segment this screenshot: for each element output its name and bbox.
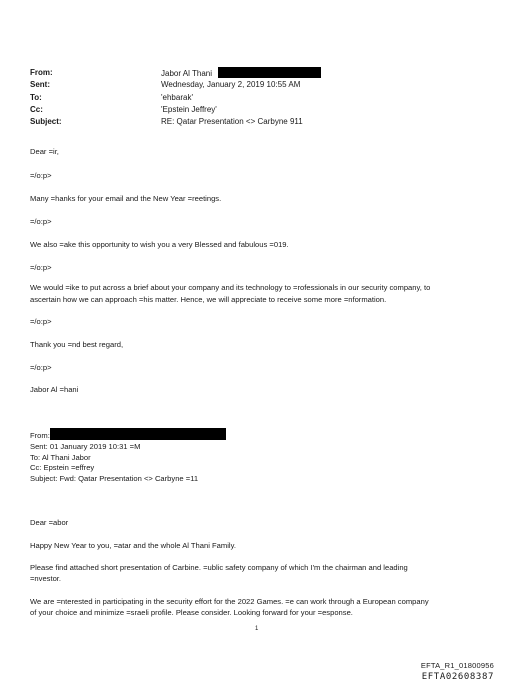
subject-value: RE: Qatar Presentation <> Carbyne 911 xyxy=(161,117,303,127)
from-value: Jabor Al Thani xyxy=(161,69,212,78)
fwd-to: To: Al Thani Jabor xyxy=(30,452,91,462)
markup-artifact: =/o:p> xyxy=(30,363,52,372)
header-sent-row xyxy=(30,79,490,91)
cc-label: Cc: xyxy=(30,104,43,114)
header-cc-row xyxy=(30,104,490,116)
fwd-subject: Subject: Fwd: Qatar Presentation <> Carbyne =11 xyxy=(30,474,199,484)
fwd-from: From: xyxy=(30,431,50,440)
markup-artifact: =/o:p> xyxy=(30,263,52,272)
from-label: From: xyxy=(30,68,53,77)
closing: Thank you =nd best regard, xyxy=(30,340,124,349)
markup-artifact: =/o:p> xyxy=(30,217,52,226)
fwd-from-row xyxy=(30,428,226,442)
paragraph-line: ascertain how we can approach =his matter. Hence, we will appreciate to receive some more =nformation. xyxy=(30,295,387,304)
paragraph-line: Please find attached short presentation of Carbine. =ublic safety company of which I'm the chairman and leading xyxy=(30,563,408,572)
markup-artifact: =/o:p> xyxy=(30,317,52,326)
bates-number-1: EFTA_R1_01800956 xyxy=(420,661,494,670)
paragraph-line: of your choice and minimize =sraeli profile. Please consider. Looking forward for your =esponse. xyxy=(30,608,353,617)
fwd-cc: Cc: Epstein =effrey xyxy=(30,463,95,473)
greeting: Dear =abor xyxy=(30,518,69,527)
fwd-sent: Sent: 01 January 2019 10:31 =M xyxy=(30,441,141,451)
sent-value: Wednesday, January 2, 2019 10:55 AM xyxy=(161,80,301,90)
redaction-block xyxy=(218,67,321,78)
paragraph-line: We would =ike to put across a brief about your company and its technology to =rofessionals in our security company, to xyxy=(30,283,431,292)
paragraph: Happy New Year to you, =atar and the whole Al Thani Family. xyxy=(30,541,236,550)
paragraph-line: We are =nterested in participating in the security effort for the 2022 Games. =e can work through a European company xyxy=(30,597,429,606)
header-subject-row xyxy=(30,116,490,128)
forwarded-header xyxy=(30,428,226,485)
bates-number-2: EFTA02608387 xyxy=(421,672,494,682)
header-to-row xyxy=(30,92,490,104)
subject-label: Subject: xyxy=(30,117,62,127)
to-value: 'ehbarak' xyxy=(161,92,193,102)
email-header xyxy=(30,67,490,128)
markup-artifact: =/o:p> xyxy=(30,171,52,180)
redaction-block xyxy=(50,428,226,440)
sent-label: Sent: xyxy=(30,80,50,90)
greeting: Dear =ir, xyxy=(30,147,59,156)
paragraph: Many =hanks for your email and the New Year =reetings. xyxy=(30,194,222,203)
paragraph: We also =ake this opportunity to wish you a very Blessed and fabulous =019. xyxy=(30,240,289,249)
signature: Jabor Al =hani xyxy=(30,385,79,394)
paragraph-line: =nvestor. xyxy=(30,574,62,583)
to-label: To: xyxy=(30,92,42,102)
header-from-row xyxy=(30,67,490,79)
page-number: 1 xyxy=(255,626,259,632)
cc-value: 'Epstein Jeffrey' xyxy=(161,104,217,114)
